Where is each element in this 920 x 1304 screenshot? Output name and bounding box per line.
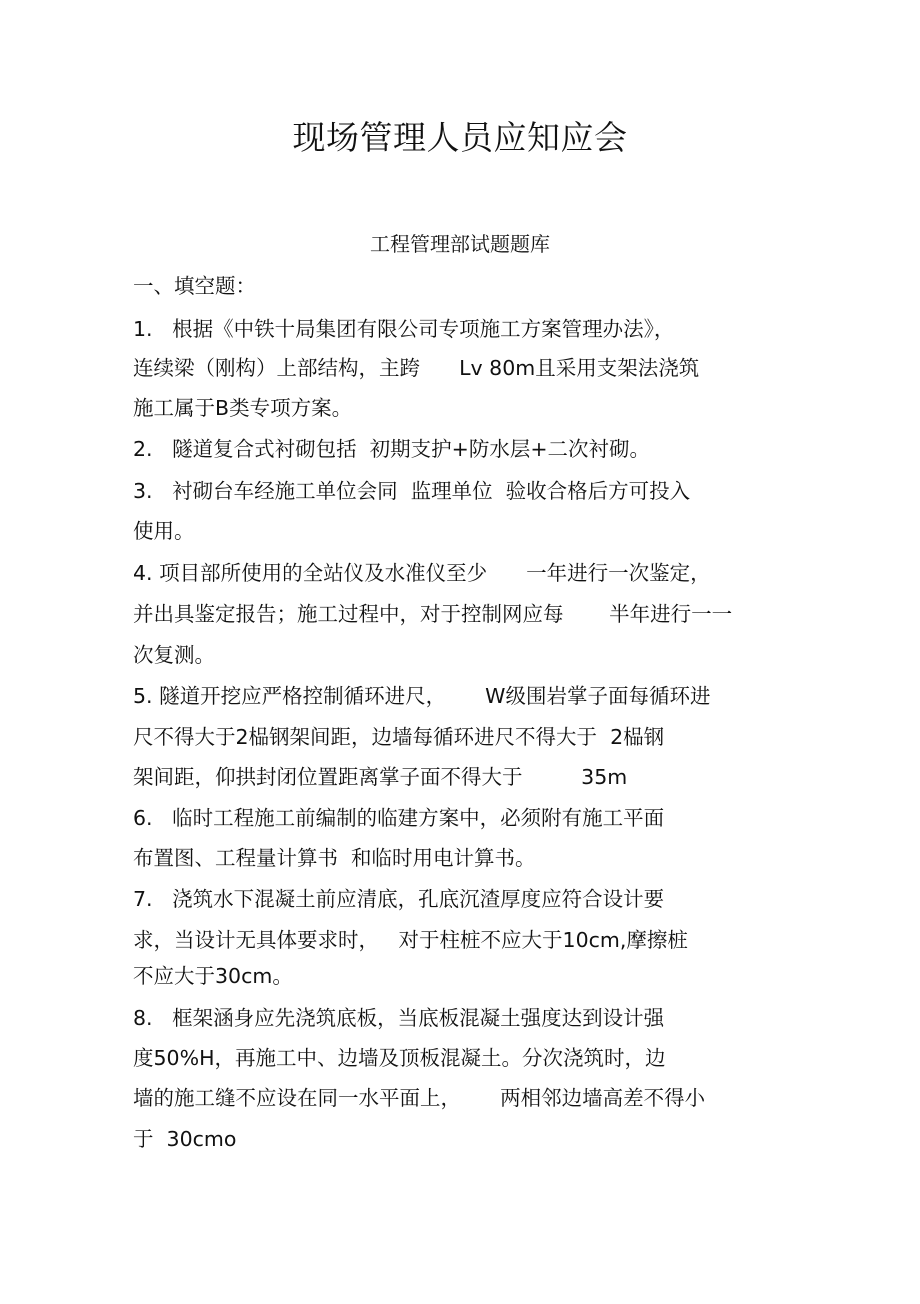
text-line: 墙的施工缝不应设在同一水平面上， 两相邻边墙高差不得小 <box>133 1086 706 1110</box>
section-heading: 一、填空题： <box>133 274 256 298</box>
text-line: 不应大于30cm。 <box>133 964 293 988</box>
text-line: 7. 浇筑水下混凝土前应清底，孔底沉渣厚度应符合设计要 <box>133 887 665 911</box>
text-line: 次复测。 <box>133 643 215 667</box>
text-line: 1. 根据《中铁十局集团有限公司专项施工方案管理办法》， <box>133 317 675 341</box>
text-line: 并出具鉴定报告；施工过程中，对于控制网应每 半年进行一一 <box>133 602 733 626</box>
text-line: 架间距，仰拱封闭位置距离掌子面不得大于 35m <box>133 765 628 789</box>
text-line: 度50%H，再施工中、边墙及顶板混凝土。分次浇筑时，边 <box>133 1046 666 1070</box>
text-line: 布置图、工程量计算书 和临时用电计算书。 <box>133 846 536 870</box>
text-line: 5. 隧道开挖应严格控制循环进尺， W级围岩掌子面每循环进 <box>133 684 711 708</box>
text-line: 4. 项目部所使用的全站仪及水准仪至少 一年进行一次鉴定， <box>133 561 711 585</box>
text-line: 3. 衬砌台车经施工单位会同 监理单位 验收合格后方可投入 <box>133 479 691 503</box>
document-title: 现场管理人员应知应会 <box>292 118 628 157</box>
text-line: 2. 隧道复合式衬砌包括 初期支护+防水层+二次衬砌。 <box>133 437 650 461</box>
text-line: 8. 框架涵身应先浇筑底板，当底板混凝土强度达到设计强 <box>133 1006 665 1030</box>
text-line: 使用。 <box>133 519 195 543</box>
text-line: 尺不得大于2榀钢架间距，边墙每循环进尺不得大于 2榀钢 <box>133 725 665 749</box>
text-line: 6. 临时工程施工前编制的临建方案中，必须附有施工平面 <box>133 806 665 830</box>
text-line: 于 30cmo <box>133 1127 237 1151</box>
text-line: 施工属于B类专项方案。 <box>133 396 353 420</box>
document-subtitle: 工程管理部试题题库 <box>370 232 550 256</box>
text-line: 连续梁（刚构）上部结构，主跨 Lv 80m且采用支架法浇筑 <box>133 356 700 380</box>
text-line: 求，当设计无具体要求时， 对于柱桩不应大于10cm,摩擦桩 <box>133 928 688 952</box>
